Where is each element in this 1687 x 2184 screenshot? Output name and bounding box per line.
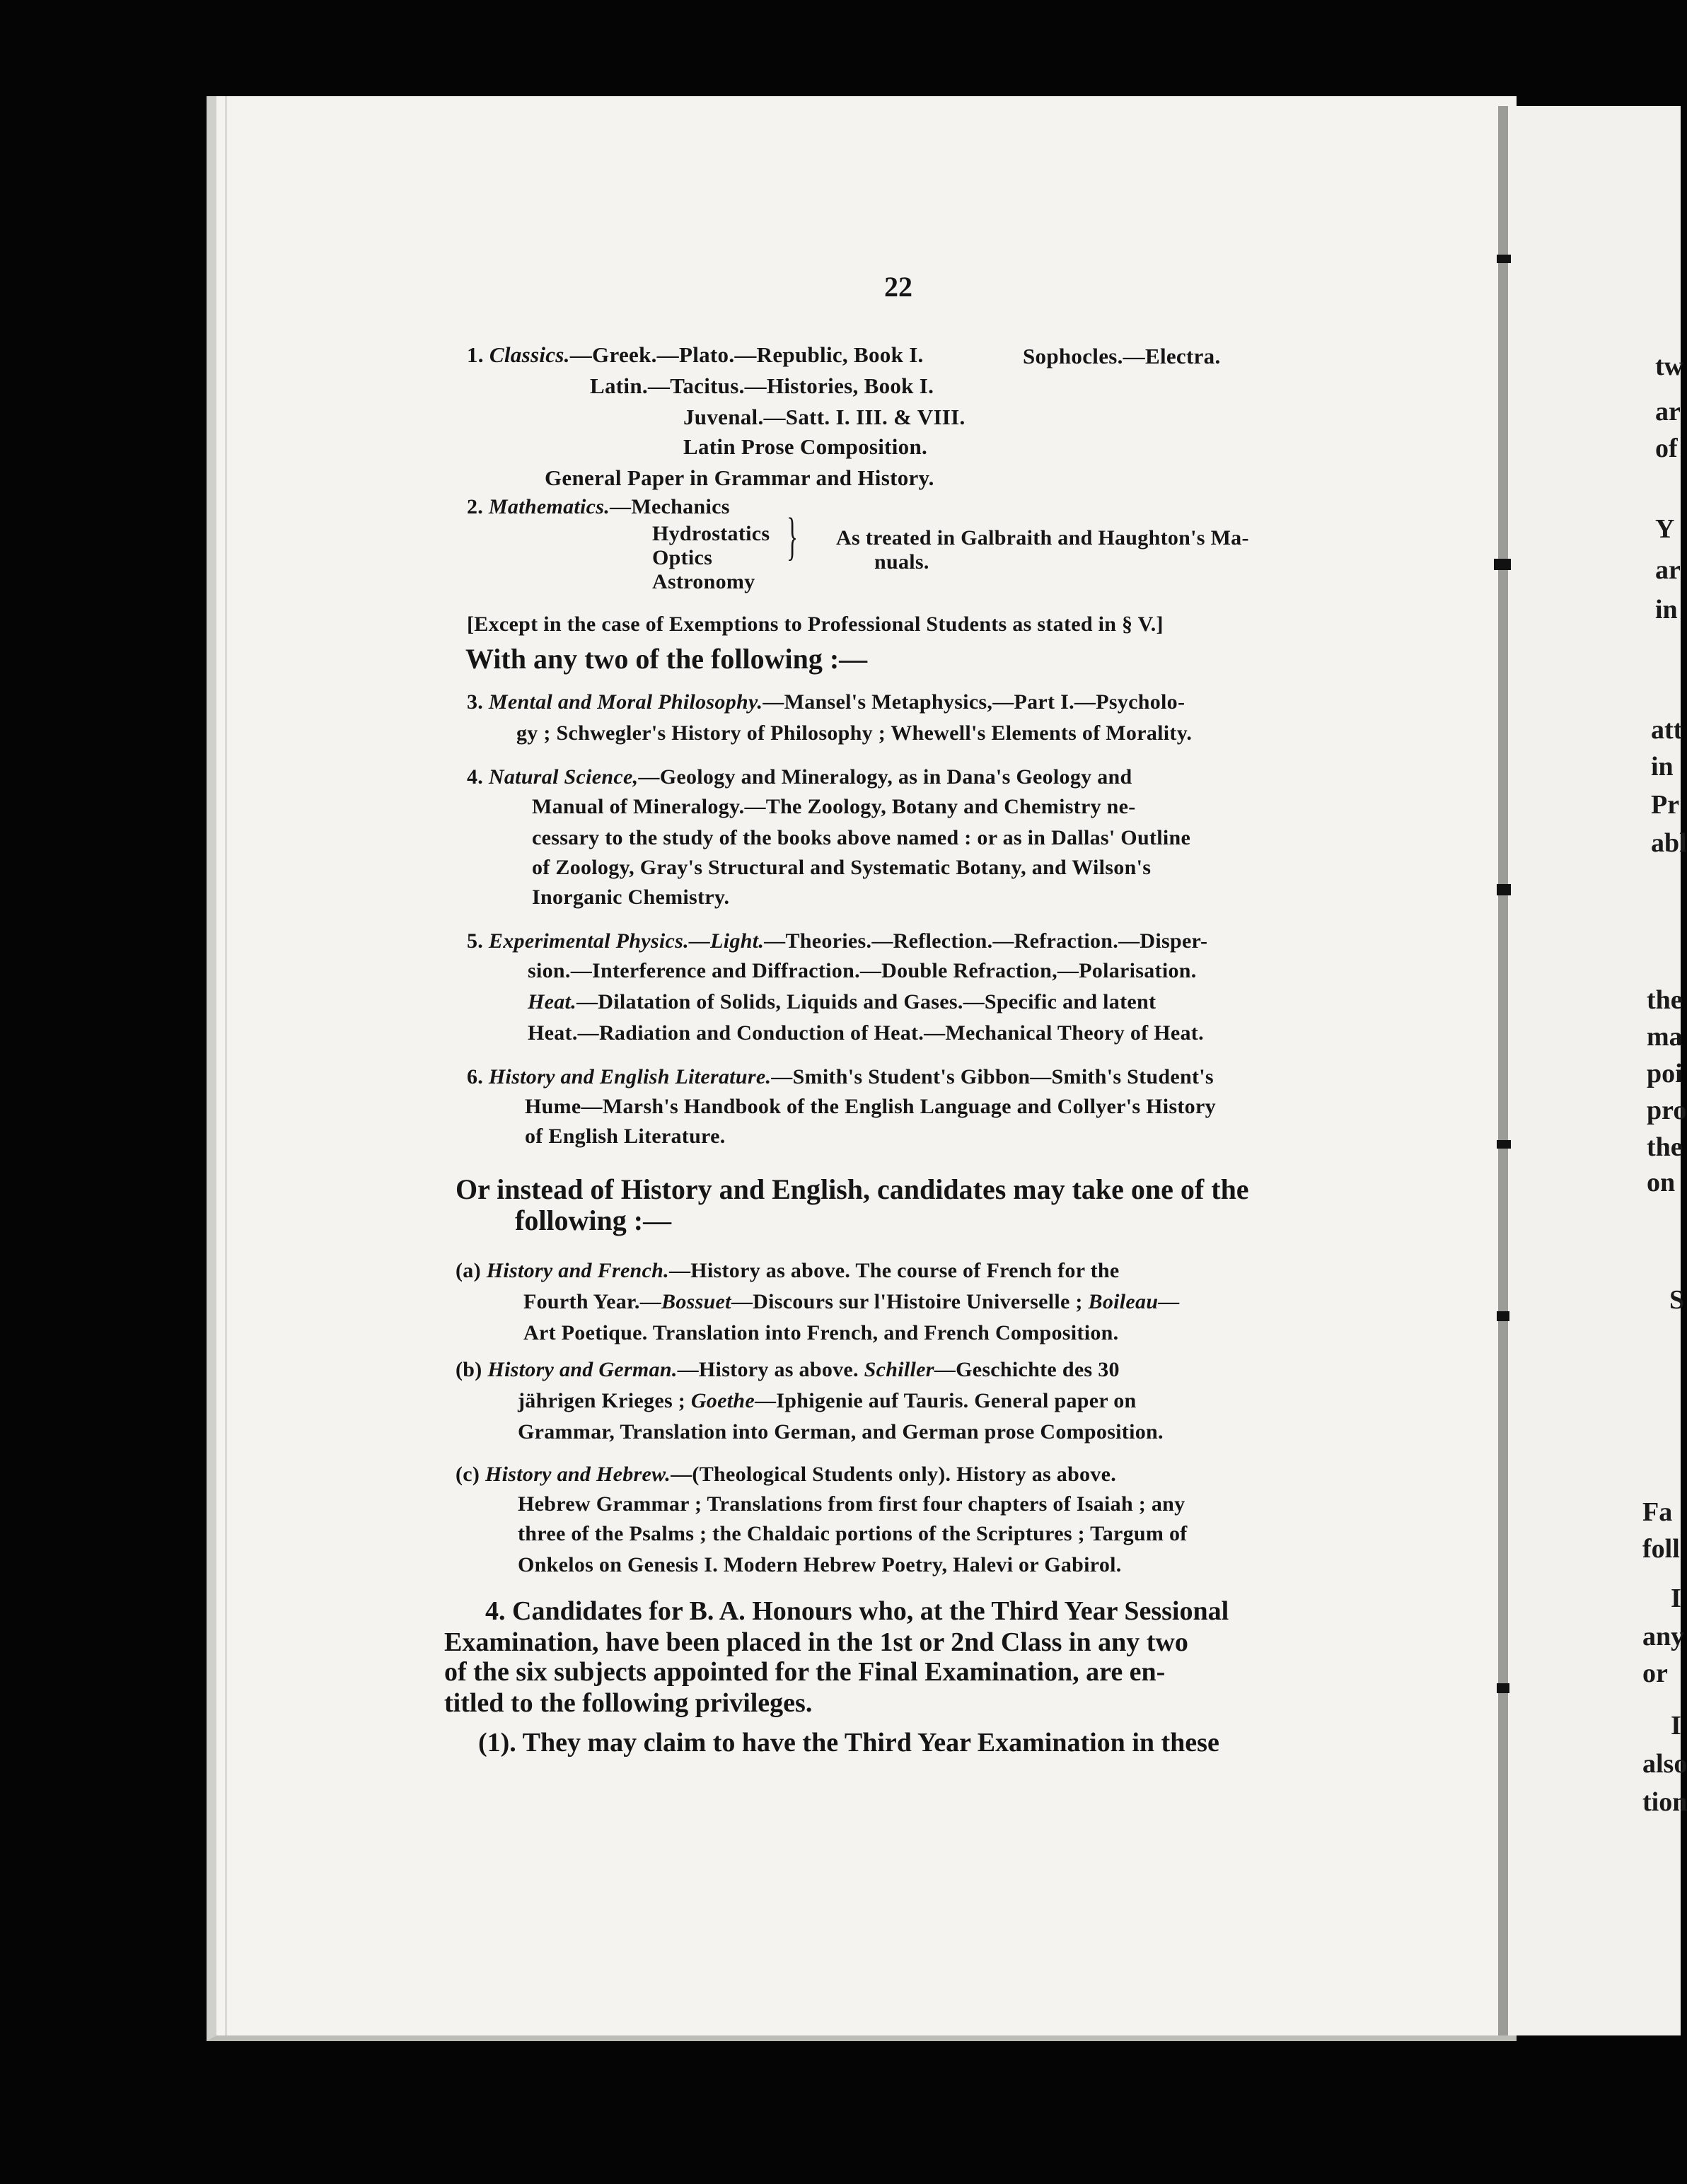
right-fragment: I [1671,1711,1681,1741]
mental-line-1 [467,690,1185,714]
option-a-boileau: Boileau— [1088,1290,1180,1313]
right-fragment: of [1655,434,1678,463]
option-c-heading: History and Hebrew. [485,1463,671,1486]
option-a-text-2a: Fourth Year.— [523,1290,662,1313]
right-fragment: or [1642,1659,1668,1688]
option-c-label: (c) [456,1463,480,1486]
para-4-line-2: Examination, have been placed in the 1st or 2nd Class in any two [444,1627,1188,1657]
book-gutter [1498,106,1508,2035]
right-fragment: Y [1655,514,1675,544]
right-fragment: foll [1642,1534,1680,1564]
classics-prose: Latin Prose Composition. [683,434,928,459]
mathematics-heading: Mathematics. [488,495,610,518]
option-c-text-4: Onkelos on Genesis I. Modern Hebrew Poetry, Halevi or Gabirol. [518,1553,1122,1576]
instead-heading-2: following :— [515,1204,672,1236]
natural-text-1: —Geology and Mineralogy, as in Dana's Geology and [638,765,1132,789]
classics-latin: Latin.—Tacitus.—Histories, Book I. [590,373,934,398]
experimental-text-3: —Dilatation of Solids, Liquids and Gases.—Specific and latent [576,990,1156,1013]
mathematics-treated-1: As treated in Galbraith and Haughton's Ma- [836,526,1249,550]
right-fragment: S [1669,1285,1685,1315]
binding-stitch [1494,559,1511,570]
mental-label: 3. [467,690,484,714]
mental-text-1: —Mansel's Metaphysics,—Part I.—Psycholo- [763,690,1185,714]
para-1-claim: (1). They may claim to have the Third Year Examination in these [478,1728,1219,1758]
natural-line-1 [467,765,1132,789]
page-number: 22 [884,271,912,303]
para-4-line-4: titled to the following privileges. [444,1688,813,1718]
history-heading: History and English Literature. [488,1065,772,1088]
option-a-bossuet: Bossuet [661,1290,731,1313]
history-line-1 [467,1065,1214,1089]
right-fragment: on [1647,1168,1676,1197]
mathematics-mechanics: —Mechanics [610,495,730,518]
with-any-two-heading: With any two of the following :— [465,643,868,675]
exception-note: [Except in the case of Exemptions to Professional Students as stated in § V.] [467,612,1164,636]
natural-text-5: Inorganic Chemistry. [532,885,730,909]
option-b-label: (b) [456,1358,482,1381]
right-fragment: tion [1642,1787,1687,1817]
right-fragment: in [1655,595,1678,625]
option-b-line-2 [518,1389,1137,1413]
right-fragment: the [1647,985,1683,1015]
history-label: 6. [467,1065,484,1088]
mathematics-line-1 [467,495,730,519]
classics-greek: —Greek.—Plato.—Republic, Book I. [569,342,924,367]
option-b-text-1b: —Geschichte des 30 [934,1358,1120,1381]
experimental-text-2: sion.—Interference and Diffraction.—Double Refraction,—Polarisation. [528,959,1197,982]
option-b-goethe: Goethe [690,1389,755,1412]
binding-stitch [1497,255,1511,263]
right-fragment: I [1671,1584,1681,1613]
experimental-text-4: Heat.—Radiation and Conduction of Heat.—Mechanical Theory of Heat. [528,1021,1204,1045]
natural-label: 4. [467,765,484,789]
experimental-heat: Heat. [528,990,576,1013]
option-a-label: (a) [456,1259,481,1282]
right-fragment: poi [1647,1059,1683,1088]
history-text-2: Hume—Marsh's Handbook of the English Language and Collyer's History [525,1095,1216,1118]
option-b-line-1 [456,1358,1120,1382]
binding-stitch [1497,1311,1509,1321]
right-fragment: Fa [1642,1497,1673,1527]
right-fragment: tw [1655,352,1684,381]
classics-general: General Paper in Grammar and History. [545,465,934,490]
option-b-schiller: Schiller [864,1358,934,1381]
binding-stitch [1497,1140,1511,1149]
natural-text-2: Manual of Mineralogy.—The Zoology, Botany and Chemistry ne- [532,795,1136,818]
brace-icon: } [787,508,798,566]
right-fragment: any [1642,1622,1685,1651]
mathematics-label: 2. [467,495,484,518]
experimental-line-1 [467,929,1207,953]
option-a-line-2 [523,1290,1180,1314]
binding-stitch [1497,884,1511,895]
classics-heading: Classics. [489,342,570,367]
option-b-text-2a: jährigen Krieges ; [518,1389,686,1412]
mental-text-2: gy ; Schwegler's History of Philosophy ; Whewell's Elements of Morality. [516,721,1193,745]
option-a-text-3: Art Poetique. Translation into French, and French Composition. [523,1321,1119,1344]
classics-label: 1. [467,342,484,367]
right-fragment: ma [1647,1022,1683,1052]
option-b-heading: History and German. [487,1358,678,1381]
para-4-line-3: of the six subjects appointed for the Final Examination, are en- [444,1657,1166,1687]
option-a-text-2b: —Discours sur l'Histoire Universelle ; [731,1290,1083,1313]
experimental-heading: Experimental Physics.—Light. [488,929,765,953]
history-text-1: —Smith's Student's Gibbon—Smith's Student's [771,1065,1214,1088]
mathematics-optics: Optics [652,546,713,569]
mental-heading: Mental and Moral Philosophy. [488,690,763,714]
natural-text-4: of Zoology, Gray's Structural and Systematic Botany, and Wilson's [532,856,1152,879]
option-c-text-3: three of the Psalms ; the Chaldaic portions of the Scriptures ; Targum of [518,1522,1188,1545]
right-fragment: the [1647,1132,1683,1162]
option-c-line-1 [456,1463,1116,1487]
right-fragment: ar [1655,555,1681,585]
experimental-text-1: —Theories.—Reflection.—Refraction.—Disper- [764,929,1208,953]
option-a-line-1 [456,1259,1120,1283]
option-c-text-1: —(Theological Students only). History as above. [671,1463,1117,1486]
right-fragment: pro [1647,1096,1687,1125]
mathematics-treated-2: nuals. [874,550,929,574]
right-fragment: att [1651,715,1683,745]
experimental-line-3 [528,990,1156,1014]
right-fragment: Pr [1651,790,1680,820]
right-fragment: abl [1651,828,1687,858]
right-fragment: ar [1655,397,1681,426]
option-a-text-1: —History as above. The course of French for the [668,1259,1120,1282]
mathematics-hydrostatics: Hydrostatics [652,522,770,545]
classics-juvenal: Juvenal.—Satt. I. III. & VIII. [683,405,966,429]
classics-sophocles: Sophocles.—Electra. [1023,344,1221,368]
classics-line-1 [467,342,924,368]
right-fragment: also [1642,1749,1687,1779]
instead-heading-1: Or instead of History and English, candidates may take one of the [456,1173,1249,1205]
option-a-heading: History and French. [486,1259,669,1282]
right-fragment: in [1651,752,1674,782]
natural-text-3: cessary to the study of the books above named : or as in Dallas' Outline [532,826,1191,849]
natural-heading: Natural Science, [488,765,639,789]
mathematics-astronomy: Astronomy [652,570,755,593]
option-b-text-2b: —Iphigenie auf Tauris. General paper on [754,1389,1137,1412]
para-4-line-1: 4. Candidates for B. A. Honours who, at the Third Year Sessional [485,1596,1229,1626]
experimental-label: 5. [467,929,484,953]
option-b-text-1a: —History as above. [677,1358,859,1381]
option-b-text-3: Grammar, Translation into German, and German prose Composition. [518,1420,1164,1444]
option-c-text-2: Hebrew Grammar ; Translations from first four chapters of Isaiah ; any [518,1492,1185,1516]
binding-stitch [1497,1683,1509,1693]
history-text-3: of English Literature. [525,1125,726,1148]
